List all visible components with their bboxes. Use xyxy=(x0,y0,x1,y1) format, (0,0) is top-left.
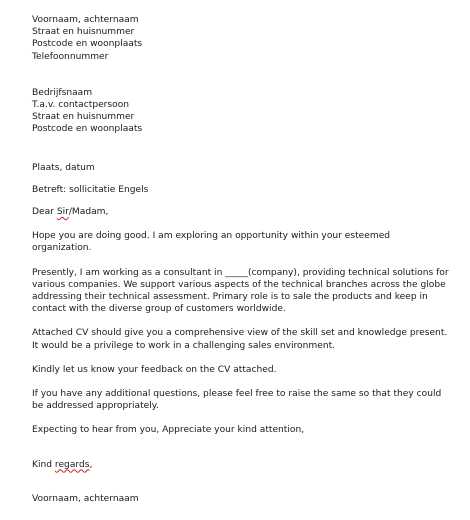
sender-phone: Telefoonnummer xyxy=(32,51,109,62)
closing-prefix: Kind xyxy=(32,459,55,470)
body-paragraph-questions: If you have any additional questions, please feel free to raise the same so that they could be addressed appropriately. xyxy=(32,389,442,412)
closing xyxy=(32,459,450,471)
body-paragraph-cv: Attached CV should give you a comprehensive view of the skill set and knowledge present. It would be a privilege to work in a challenging sales environment. xyxy=(32,328,448,351)
recipient-street: Straat en huisnummer xyxy=(32,112,135,123)
body-paragraph-feedback: Kindly let us know your feedback on the CV attached. xyxy=(32,364,277,375)
salutation-suffix: /Madam, xyxy=(68,207,109,218)
letter-body xyxy=(32,230,450,436)
salutation xyxy=(32,206,450,218)
recipient-attention: T.a.v. contactpersoon xyxy=(32,100,130,111)
subject-line: Betreft: sollicitatie Engels xyxy=(32,184,149,195)
closing-misspelled-word: regards xyxy=(54,459,90,470)
sender-street: Straat en huisnummer xyxy=(32,27,135,38)
sender-postal-city: Postcode en woonplaats xyxy=(32,39,143,50)
signature-name: Voornaam, achternaam xyxy=(32,493,139,504)
recipient-postal-city: Postcode en woonplaats xyxy=(32,124,143,135)
body-paragraph-current-role: Presently, I am working as a consultant in _____(company), providing technical solutions for various companies. We support various aspects of the technical branches across the globe addressing their technical assessment. Primary role is to sale the products and keep in contact with the diverse group of customers worldwide. xyxy=(32,267,449,315)
body-paragraph-expecting: Expecting to hear from you, Appreciate your kind attention, xyxy=(32,425,305,436)
place-date: Plaats, datum xyxy=(32,162,95,173)
body-paragraph-greeting: Hope you are doing good. I am exploring an opportunity within your esteemed organization. xyxy=(32,231,391,254)
salutation-misspelled-word: Sir xyxy=(56,207,69,218)
salutation-prefix: Dear xyxy=(32,207,57,218)
sender-name: Voornaam, achternaam xyxy=(32,15,139,25)
sender-address xyxy=(32,14,450,63)
recipient-address xyxy=(32,87,450,136)
recipient-company: Bedrijfsnaam xyxy=(32,87,93,98)
closing-suffix: , xyxy=(89,459,93,470)
